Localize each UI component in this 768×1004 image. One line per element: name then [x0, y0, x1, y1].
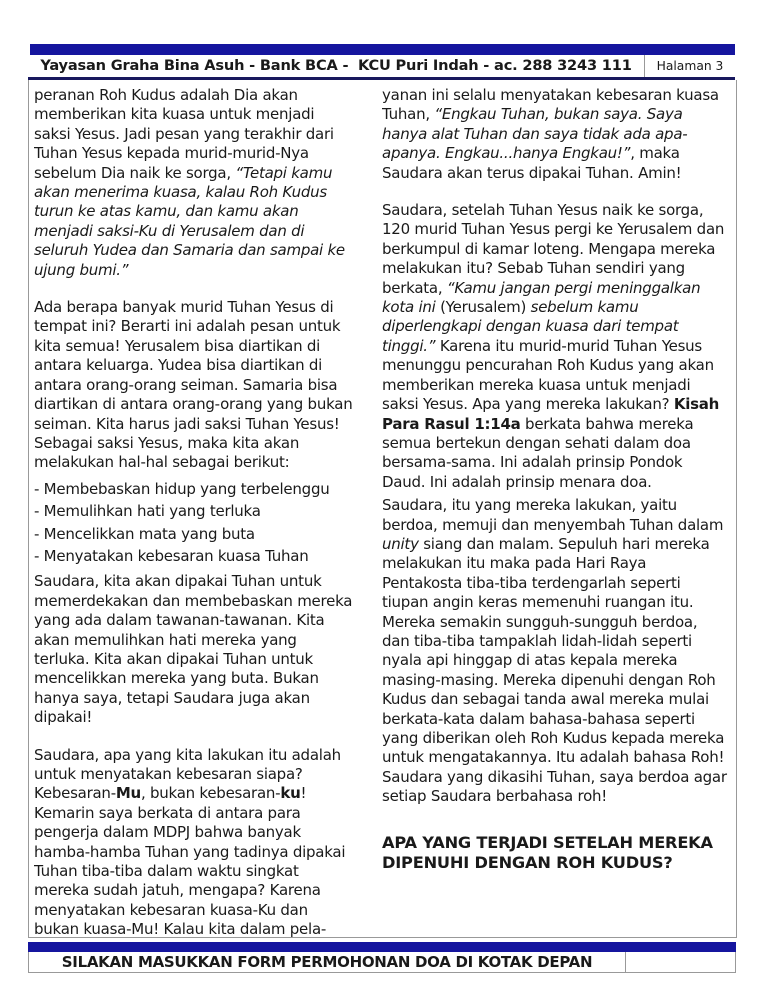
paragraph-spacer: [382, 183, 728, 201]
text-segment: unity: [382, 534, 419, 553]
text-segment: “Tetapi kamu akan menerima kuasa, kalau Roh Kudus turun ke atas kamu, dan kamu akan menjadi saksi-Ku di Yerusalem dan di seluruh Yudea dan Samaria dan sampai ke ujung bumi.”: [34, 163, 345, 279]
text-segment: sebelum kamu diperlengkapi dengan kuasa dari tempat tinggi.”: [382, 298, 679, 355]
dash-list: [34, 480, 354, 567]
section-heading: APA YANG TERJADI SETELAH MEREKA DIPENUHI DENGAN ROH KUDUS?: [382, 832, 713, 873]
text-segment: Ada berapa banyak murid Tuhan Yesus di tempat ini? Berarti ini adalah pesan untuk kita semua! Yerusalem bisa diartikan di antara keluarga. Yudea bisa diartikan di antara orang-orang seiman. Samaria bisa diartikan di antara orang-orang yang bukan seiman. Kita harus jadi saksi Tuhan Yesus! Sebagai saksi Yesus, maka kita akan melakukan hal-hal sebagai berikut:: [34, 298, 353, 472]
header-title: Yayasan Graha Bina Asuh - Bank BCA - KCU Puri Indah - ac. 288 3243 111: [40, 57, 632, 74]
paragraph: [382, 496, 728, 807]
text-segment: Saudara, itu yang mereka lakukan, yaitu berdoa, memuji dan menyembah Tuhan dalam: [382, 496, 724, 534]
list-item: - Membebaskan hidup yang terbelenggu: [34, 479, 330, 498]
footer-empty-cell: [626, 952, 735, 972]
top-blue-bar: [30, 44, 735, 55]
text-segment: “Kamu jangan pergi meninggalkan kota ini: [382, 278, 701, 317]
paragraph-spacer: [382, 807, 728, 833]
paragraph-spacer: [34, 280, 354, 298]
text-segment: Saudara, kita akan dipakai Tuhan untuk memerdekakan dan membebaskan mereka yang ada dalam tawanan-tawanan. Kita akan memulihkan hati mereka yang terluka. Kita akan dipakai Tuhan untuk mencelikkan mereka yang buta. Bukan hanya saya, tetapi Saudara juga akan dipakai!: [34, 572, 353, 727]
paragraph-spacer: [34, 728, 354, 746]
page-footer: [28, 952, 736, 973]
text-segment: ku: [280, 784, 301, 803]
text-segment: peranan Roh Kudus adalah Dia akan memberikan kita kuasa untuk menjadi saksi Yesus. Jadi pesan yang terakhir dari Tuhan Yesus kepada murid-murid-Nya sebelum Dia naik ke sorga,: [34, 86, 334, 182]
document-body: [28, 80, 737, 938]
text-segment: berkata bahwa mereka semua bertekun dengan sehati dalam doa bersama-sama. Ini adalah prinsip Pondok Daud. Ini adalah prinsip menara doa.: [382, 414, 694, 491]
text-segment: Karena itu murid-murid Tuhan Yesus menunggu pencurahan Roh Kudus yang akan memberikan mereka kuasa untuk menjadi saksi Yesus. Apa yang mereka lakukan?: [382, 336, 714, 414]
text-segment: (Yerusalem): [435, 298, 531, 317]
page-number-label: Halaman 3: [644, 55, 735, 77]
text-segment: siang dan malam. Sepuluh hari mereka melakukan itu maka pada Hari Raya Pentakosta tiba-tiba terdengarlah seperti tiupan angin keras memenuhi ruangan itu. Mereka semakin sungguh-sungguh berdoa, dan tiba-tiba tampaklah lidah-lidah seperti nyala api hinggap di atas kepala mereka masing-masing. Mereka dipenuhi dengan Roh Kudus dan sebagai tanda awal mereka mulai berkata-kata dalam bahasa-bahasa seperti yang diberikan oleh Roh Kudus kepada mereka untuk mengatakannya. Itu adalah bahasa Roh! Saudara yang dikasihi Tuhan, saya berdoa agar setiap Saudara berbahasa roh!: [382, 534, 727, 806]
paragraph: [34, 298, 354, 473]
paragraph: [34, 86, 354, 280]
paragraph: [382, 201, 728, 492]
content-frame: [28, 44, 736, 973]
right-column: [382, 86, 728, 937]
text-segment: Saudara, apa yang kita lakukan itu adalah untuk menyatakan kebesaran siapa? Kebesaran-: [34, 745, 341, 803]
page-header: [28, 55, 735, 80]
list-item: - Mencelikkan mata yang buta: [34, 524, 255, 543]
text-segment: Mu: [115, 784, 141, 803]
paragraph: [34, 572, 354, 727]
text-segment: ! Kemarin saya berkata di antara para pengerja dalam MDPJ bahwa banyak hamba-hamba Tuhan yang tadinya dipakai Tuhan tiba-tiba dalam waktu singkat mereka sudah jatuh, mengapa? Karena menyatakan kebesaran kuasa-Ku dan bukan kuasa-Mu! Kalau kita dalam pela-: [34, 784, 346, 937]
text-segment: Kisah Para Rasul 1:14a: [382, 395, 720, 433]
list-item: - Memulihkan hati yang terluka: [34, 502, 261, 521]
text-segment: yanan ini selalu menyatakan kebesaran kuasa Tuhan,: [382, 86, 719, 124]
text-segment: , bukan kebesaran-: [140, 784, 281, 803]
bottom-blue-bar: [28, 942, 736, 952]
paragraph: [382, 86, 728, 183]
left-column: [34, 86, 354, 937]
text-segment: “Engkau Tuhan, bukan saya. Saya hanya alat Tuhan dan saya tidak ada apa-apanya. Engkau...hanya Engkau!”: [382, 105, 688, 163]
paragraph: [34, 746, 354, 937]
list-item: - Menyatakan kebesaran kuasa Tuhan: [34, 546, 309, 565]
footer-notice: SILAKAN MASUKKAN FORM PERMOHONAN DOA DI KOTAK DEPAN: [29, 952, 626, 972]
text-segment: Saudara, setelah Tuhan Yesus naik ke sorga, 120 murid Tuhan Yesus pergi ke Yerusalem dan berkumpul di kamar loteng. Mengapa mereka melakukan itu? Sebab Tuhan sendiri yang berkata,: [382, 201, 725, 297]
text-segment: , maka Saudara akan terus dipakai Tuhan. Amin!: [382, 144, 682, 182]
